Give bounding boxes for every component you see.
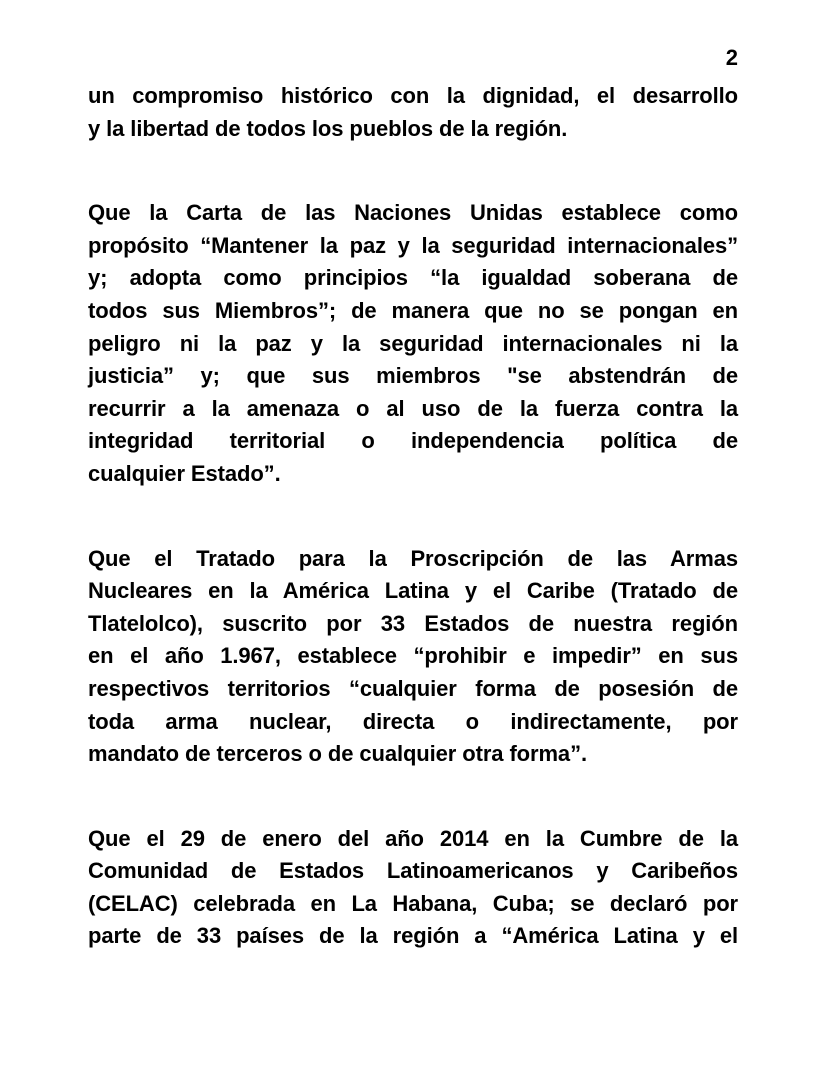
text-line: Que la Carta de las Naciones Unidas establece como	[88, 200, 738, 226]
text-line: integridad territorial o independencia política de	[88, 428, 738, 454]
text-line: parte de 33 países de la región a “América Latina y el	[88, 923, 738, 949]
page-number: 2	[725, 45, 738, 70]
text-line: todos sus Miembros”; de manera que no se pongan en	[88, 297, 738, 323]
text-line: en el año 1.967, establece “prohibir e impedir” en sus	[88, 643, 738, 669]
paragraph	[88, 543, 738, 771]
text-line: mandato de terceros o de cualquier otra forma”.	[88, 741, 587, 767]
text-line: Que el 29 de enero del año 2014 en la Cumbre de la	[88, 825, 738, 851]
document-body	[88, 80, 738, 953]
text-line: recurrir a la amenaza o al uso de la fuerza contra la	[88, 395, 738, 421]
text-line: (CELAC) celebrada en La Habana, Cuba; se declaró por	[88, 890, 738, 916]
text-line: y la libertad de todos los pueblos de la región.	[88, 115, 568, 141]
text-line: Nucleares en la América Latina y el Caribe (Tratado de	[88, 578, 738, 604]
text-line: y; adopta como principios “la igualdad soberana de	[88, 265, 738, 291]
text-line: un compromiso histórico con la dignidad, el desarrollo	[88, 83, 738, 108]
text-line: cualquier Estado”.	[88, 460, 281, 486]
text-line: Tlatelolco), suscrito por 33 Estados de nuestra región	[88, 610, 738, 636]
text-line: Que el Tratado para la Proscripción de las Armas	[88, 545, 738, 571]
text-line: toda arma nuclear, directa o indirectamente, por	[88, 708, 738, 734]
paragraph	[88, 823, 738, 953]
text-line: justicia” y; que sus miembros "se abstendrán de	[88, 363, 738, 389]
paragraph	[88, 197, 738, 490]
text-line: peligro ni la paz y la seguridad internacionales ni la	[88, 330, 738, 356]
text-line: Comunidad de Estados Latinoamericanos y Caribeños	[88, 858, 738, 884]
text-line: respectivos territorios “cualquier forma de posesión de	[88, 675, 738, 701]
text-line: propósito “Mantener la paz y la seguridad internacionales”	[88, 232, 738, 258]
paragraph	[88, 80, 738, 145]
